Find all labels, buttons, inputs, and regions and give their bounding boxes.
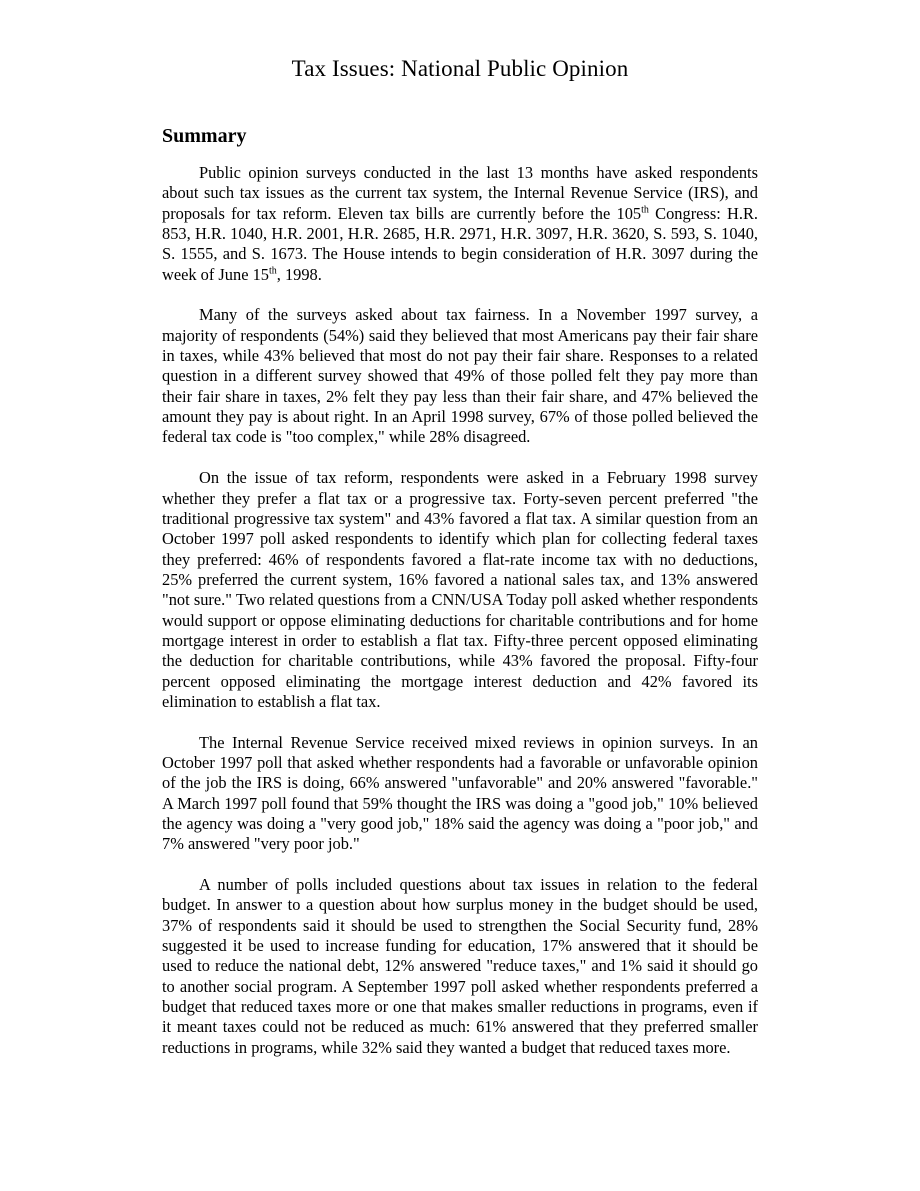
- superscript-ordinal: th: [268, 265, 277, 277]
- paragraph-tax-reform: On the issue of tax reform, respondents were asked in a February 1998 survey whether they prefer a flat tax or a progressive tax. Forty-seven percent preferred "the traditional progressive tax system" and 43% favored a flat tax. A similar question from an October 1997 poll asked respondents to identify which plan for collecting federal taxes they preferred: 46% of respondents favored a flat-rate income tax with no deductions, 25% preferred the current system, 16% favored a national sales tax, and 13% answered "not sure." Two related questions from a CNN/USA Today poll asked whether respondents would support or oppose eliminating deductions for charitable contributions and for home mortgage interest in order to establish a flat tax. Fifty-three percent opposed eliminating the deduction for charitable contributions, while 43% favored the proposal. Fifty-four percent opposed eliminating the mortgage interest deduction and 42% favored its elimination to establish a flat tax.: [162, 468, 758, 711]
- paragraph-irs-reviews: The Internal Revenue Service received mixed reviews in opinion surveys. In an October 1997 poll that asked whether respondents had a favorable or unfavorable opinion of the job the IRS is doing, 66% answered "unfavorable" and 20% answered "favorable." A March 1997 poll found that 59% thought the IRS was doing a "good job," 10% believed the agency was doing a "very good job," 18% said the agency was doing a "poor job," and 7% answered "very poor job.": [162, 732, 758, 854]
- section-heading-summary: Summary: [162, 125, 247, 147]
- paragraph-text: , 1998.: [276, 264, 322, 284]
- paragraph-text: Congress: H.R. 853, H.R. 1040, H.R. 2001, H.R. 2685, H.R. 2971, H.R. 3097, H.R. 3620, S. 593, S. 1040, S. 1555, and S. 1673. The House intends to begin consideration of H.R. 3097 during the week of June 15: [162, 203, 758, 284]
- paragraph-text: Public opinion surveys conducted in the last 13 months have asked respondents about such tax issues as the current tax system, the Internal Revenue Service (IRS), and proposals for tax reform. Eleven tax bills are currently before the 105: [162, 163, 758, 223]
- paragraph-tax-fairness: Many of the surveys asked about tax fairness. In a November 1997 survey, a majority of respondents (54%) said they believed that most Americans pay their fair share in taxes, while 43% believed that most do not pay their fair share. Responses to a related question in a different survey showed that 49% of those polled felt they pay more than their fair share in taxes, 2% felt they pay less than their fair share, and 47% believed the amount they pay is about right. In an April 1998 survey, 67% of those polled believed the federal tax code is "too complex," while 28% disagreed.: [162, 305, 758, 447]
- superscript-ordinal: th: [641, 204, 649, 216]
- paragraph-federal-budget: A number of polls included questions about tax issues in relation to the federal budget. In answer to a question about how surplus money in the budget should be used, 37% of respondents said it should be used to strengthen the Social Security fund, 28% suggested it be used to increase funding for education, 17% answered that it should be used to reduce the national debt, 12% answered "reduce taxes," and 1% said it should go to another social program. A September 1997 poll asked whether respondents preferred a budget that reduced taxes more or one that makes smaller reductions in programs, even if it meant taxes could not be reduced as much: 61% answered that they preferred smaller reductions in programs, while 32% said they wanted a budget that reduced taxes more.: [162, 875, 758, 1057]
- paragraph-intro: [162, 163, 758, 285]
- document-page: [162, 52, 758, 1078]
- document-title: Tax Issues: National Public Opinion: [291, 56, 629, 81]
